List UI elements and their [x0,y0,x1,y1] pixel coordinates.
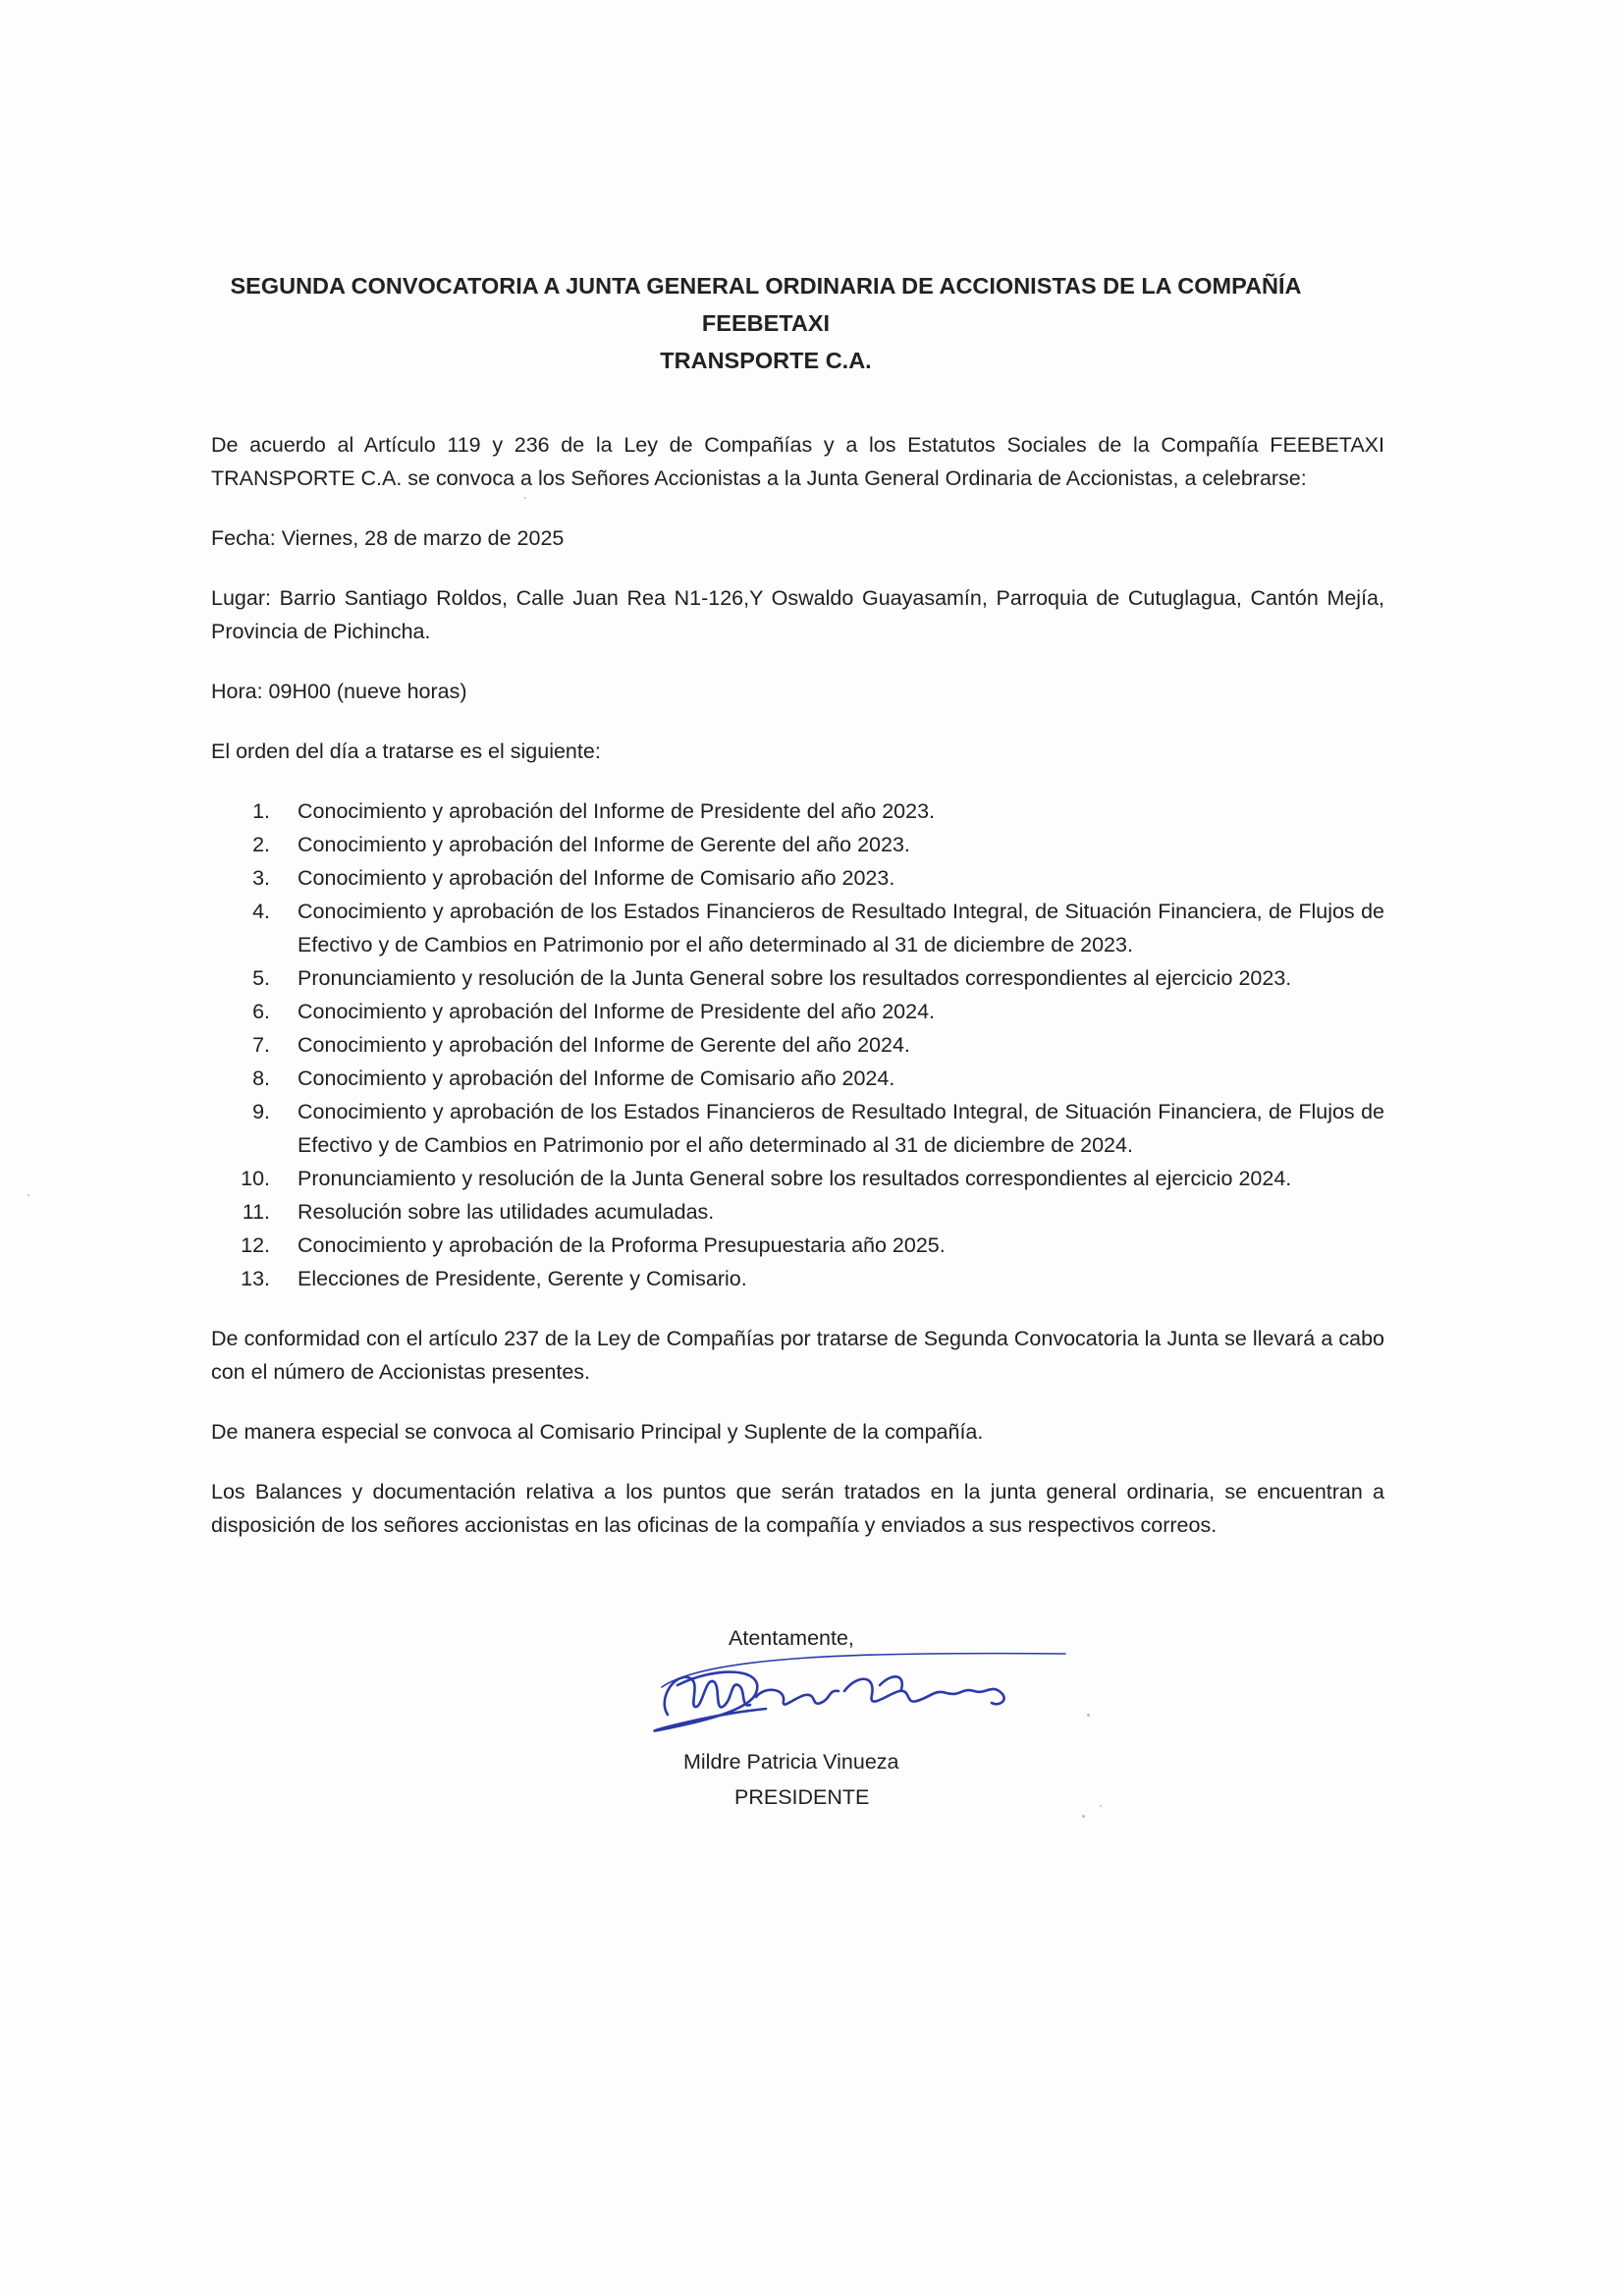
item-text: Conocimiento y aprobación de la Proforma Presupuestaria año 2025. [298,1233,946,1257]
list-item [211,1229,1384,1262]
item-number: 7. [252,1033,270,1057]
document-body [211,428,1384,1568]
signature-block [648,1626,1139,1823]
agenda-list [211,794,1384,1295]
item-text: Pronunciamiento y resolución de la Junta General sobre los resultados correspondientes al ejercicio 2024. [298,1167,1292,1190]
scan-speck [1087,1714,1090,1717]
item-text: Conocimiento y aprobación del Informe de Presidente del año 2023. [298,799,935,823]
item-number: 3. [252,866,270,890]
meeting-place: Lugar: Barrio Santiago Roldos, Calle Juan Rea N1-126,Y Oswaldo Guayasamín, Parroquia de Cutuglagua, Cantón Mejía, Provincia de Pichincha. [211,586,1384,643]
item-number: 4. [252,900,270,923]
item-number: 11. [242,1200,270,1224]
item-number: 10. [241,1167,270,1190]
handwritten-signature [648,1646,1070,1734]
special-call-paragraph: De manera especial se convoca al Comisario Principal y Suplente de la compañía. [211,1420,984,1444]
item-text: Conocimiento y aprobación del Informe de Comisario año 2023. [298,866,895,890]
list-item [211,1095,1384,1162]
meeting-time: Hora: 09H00 (nueve horas) [211,680,467,703]
item-text: Conocimiento y aprobación del Informe de Gerente del año 2023. [298,833,910,856]
list-item [211,1028,1384,1062]
signer-name: Mildre Patricia Vinueza [683,1750,899,1774]
list-item [211,961,1384,995]
item-text: Pronunciamiento y resolución de la Junta General sobre los resultados correspondientes al ejercicio 2023. [298,966,1292,990]
list-item [211,1262,1384,1295]
list-item [211,861,1384,895]
document-title [196,267,1335,379]
scan-speck [1100,1805,1102,1807]
list-item [211,828,1384,861]
title-line-1: SEGUNDA CONVOCATORIA A JUNTA GENERAL ORDINARIA DE ACCIONISTAS DE LA COMPAÑÍA FEEBETAXI [230,273,1302,336]
title-line-2: TRANSPORTE C.A. [660,348,872,373]
item-text: Conocimiento y aprobación del Informe de Comisario año 2024. [298,1066,895,1090]
list-item [211,1195,1384,1229]
item-text: Conocimiento y aprobación del Informe de Presidente del año 2024. [298,1000,935,1023]
scan-speck [524,497,526,499]
item-number: 6. [252,1000,270,1023]
item-text: Conocimiento y aprobación del Informe de Gerente del año 2024. [298,1033,910,1057]
scan-speck [27,1194,29,1196]
signer-role: PRESIDENTE [734,1785,870,1809]
list-item [211,1162,1384,1195]
list-item [211,995,1384,1028]
item-number: 1. [252,799,270,823]
closing-salutation: Atentamente, [729,1626,854,1650]
item-text: Conocimiento y aprobación de los Estados Financieros de Resultado Integral, de Situación Financiera, de Flujos de Efectivo y de Cambios en Patrimonio por el año determinado al 31 de diciembre de 2024. [298,1100,1384,1157]
item-number: 9. [252,1100,270,1123]
item-number: 2. [252,833,270,856]
item-text: Conocimiento y aprobación de los Estados Financieros de Resultado Integral, de Situación Financiera, de Flujos de Efectivo y de Cambios en Patrimonio por el año determinado al 31 de diciembre de 2023. [298,900,1384,957]
conformity-paragraph: De conformidad con el artículo 237 de la Ley de Compañías por tratarse de Segunda Convocatoria la Junta se llevará a cabo con el número de Accionistas presentes. [211,1327,1384,1384]
item-number: 5. [252,966,270,990]
item-number: 13. [241,1267,270,1290]
item-number: 12. [241,1233,270,1257]
intro-paragraph: De acuerdo al Artículo 119 y 236 de la Ley de Compañías y a los Estatutos Sociales de la Compañía FEEBETAXI TRANSPORTE C.A. se convoca a los Señores Accionistas a la Junta General Ordinaria de Accionistas, a celebrarse: [211,433,1384,490]
balances-paragraph: Los Balances y documentación relativa a los puntos que serán tratados en la junta general ordinaria, se encuentran a disposición de los señores accionistas en las oficinas de la compañía y enviados a sus respectivos correos. [211,1480,1384,1537]
list-item [211,895,1384,961]
list-item [211,794,1384,828]
list-item [211,1062,1384,1095]
item-number: 8. [252,1066,270,1090]
agenda-intro: El orden del día a tratarse es el siguiente: [211,739,601,763]
item-text: Elecciones de Presidente, Gerente y Comisario. [298,1267,747,1290]
scan-speck [1082,1815,1085,1818]
item-text: Resolución sobre las utilidades acumuladas. [298,1200,715,1224]
meeting-date: Fecha: Viernes, 28 de marzo de 2025 [211,526,565,550]
